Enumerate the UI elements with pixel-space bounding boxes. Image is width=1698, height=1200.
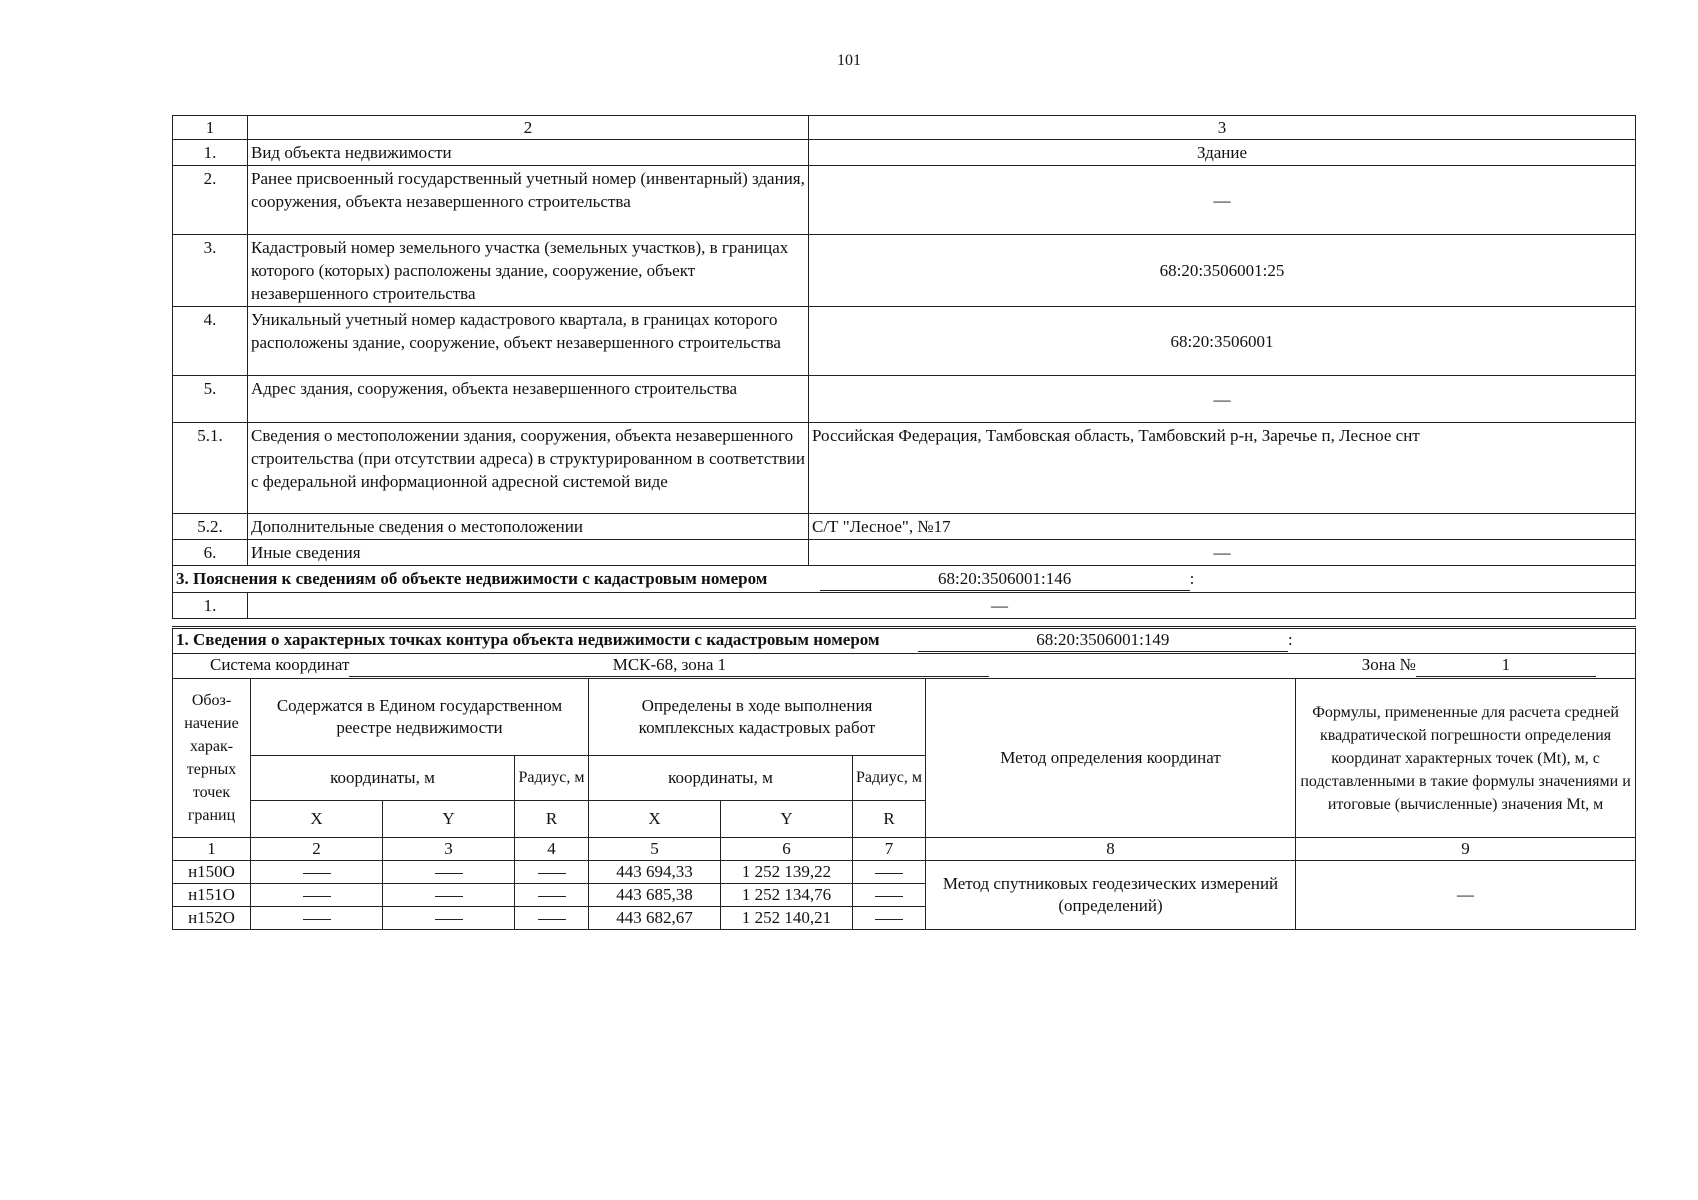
row-number: 5.2. — [173, 514, 248, 540]
col-number-6: 6 — [721, 838, 853, 861]
table-row — [173, 307, 1636, 376]
col-num-2: 2 — [248, 116, 809, 140]
egrn-radius-header: Радиус, м — [515, 756, 589, 801]
section3-title: 3. Пояснения к сведениям об объекте недвижимости с кадастровым номером — [176, 569, 768, 588]
row-value: — — [809, 540, 1636, 566]
row-number: 2. — [173, 166, 248, 235]
row-value: Здание — [809, 140, 1636, 166]
egrn-x-empty — [251, 907, 383, 930]
dash-mark — [435, 896, 463, 897]
point-y: 1 252 139,22 — [721, 861, 853, 884]
method-header: Метод определения координат — [926, 679, 1296, 838]
dash-mark — [538, 919, 566, 920]
egrn-r-empty — [515, 861, 589, 884]
egrn-x-empty — [251, 861, 383, 884]
table-row — [173, 166, 1636, 235]
col-number-5: 5 — [589, 838, 721, 861]
row-value: Российская Федерация, Тамбовская область, Тамбовский р-н, Заречье п, Лесное снт — [809, 423, 1636, 514]
dash-mark — [875, 873, 903, 874]
col-number-9: 9 — [1296, 838, 1636, 861]
row-value: С/Т "Лесное", №17 — [809, 514, 1636, 540]
egrn-x-header: X — [251, 801, 383, 838]
section3-row-num: 1. — [173, 593, 248, 619]
row-number: 4. — [173, 307, 248, 376]
complex-x-header: X — [589, 801, 721, 838]
point-name: н151О — [173, 884, 251, 907]
row-number: 3. — [173, 235, 248, 307]
column-numbers-row — [173, 838, 1636, 861]
zone-value: 1 — [1416, 654, 1596, 677]
section3-title-row — [173, 566, 1636, 593]
table-row — [173, 540, 1636, 566]
row-value: 68:20:3506001 — [809, 307, 1636, 376]
egrn-header: Содержатся в Едином государственном реестре недвижимости — [251, 679, 589, 756]
designation-header: Обоз-начение харак-терных точек границ — [173, 679, 251, 838]
complex-r-empty — [853, 861, 926, 884]
points-cadnum: 68:20:3506001:149 — [918, 629, 1288, 652]
coord-system-label: Система координат — [210, 655, 350, 674]
col-number-2: 2 — [251, 838, 383, 861]
egrn-r-empty — [515, 907, 589, 930]
page-number: 101 — [837, 52, 861, 69]
point-y: 1 252 134,76 — [721, 884, 853, 907]
col-num-3: 3 — [809, 116, 1636, 140]
egrn-r-header: R — [515, 801, 589, 838]
section3-colon: : — [1189, 569, 1195, 588]
row-label: Иные сведения — [248, 540, 809, 566]
point-x: 443 685,38 — [589, 884, 721, 907]
zone-label: Зона № — [1361, 655, 1416, 674]
complex-radius-header: Радиус, м — [853, 756, 926, 801]
coord-system-value: МСК-68, зона 1 — [349, 654, 989, 677]
egrn-y-header: Y — [383, 801, 515, 838]
dash-mark — [303, 896, 331, 897]
point-name: н152О — [173, 907, 251, 930]
section3-row — [173, 593, 1636, 619]
section3-cadnum: 68:20:3506001:146 — [820, 567, 1190, 591]
dash-mark — [538, 873, 566, 874]
row-number: 6. — [173, 540, 248, 566]
method-value: Метод спутниковых геодезических измерений (определений) — [926, 861, 1296, 930]
row-number: 1. — [173, 140, 248, 166]
coord-system-row — [173, 654, 1636, 679]
formula-value: — — [1296, 861, 1636, 930]
row-value: — — [809, 376, 1636, 423]
section3-row-value: — — [991, 596, 1008, 615]
point-x: 443 682,67 — [589, 907, 721, 930]
dash-mark — [435, 919, 463, 920]
row-number: 5. — [173, 376, 248, 423]
row-label: Адрес здания, сооружения, объекта незавершенного строительства — [248, 376, 809, 423]
col-number-3: 3 — [383, 838, 515, 861]
egrn-r-empty — [515, 884, 589, 907]
row-label: Кадастровый номер земельного участка (земельных участков), в границах которого (которых) расположены здание, сооружение, объект незавершенного строительства — [248, 235, 809, 307]
row-number: 5.1. — [173, 423, 248, 514]
col-number-8: 8 — [926, 838, 1296, 861]
row-value: 68:20:3506001:25 — [809, 235, 1636, 307]
row-label: Дополнительные сведения о местоположении — [248, 514, 809, 540]
egrn-y-empty — [383, 861, 515, 884]
table-row — [173, 514, 1636, 540]
table-row — [173, 235, 1636, 307]
col-number-7: 7 — [853, 838, 926, 861]
dash-mark — [303, 873, 331, 874]
row-label: Ранее присвоенный государственный учетный номер (инвентарный) здания, сооружения, объекта незавершенного строительства — [248, 166, 809, 235]
complex-r-empty — [853, 884, 926, 907]
col-number-4: 4 — [515, 838, 589, 861]
point-name: н150О — [173, 861, 251, 884]
col-number-1: 1 — [173, 838, 251, 861]
row-label: Вид объекта недвижимости — [248, 140, 809, 166]
complex-coords-header: координаты, м — [589, 756, 853, 801]
row-label: Уникальный учетный номер кадастрового квартала, в границах которого расположены здание, сооружение, объект незавершенного строительства — [248, 307, 809, 376]
point-x: 443 694,33 — [589, 861, 721, 884]
dash-mark — [875, 896, 903, 897]
row-label: Сведения о местоположении здания, сооружения, объекта незавершенного строительства (при отсутствии адреса) в структурированном в соответствии с федеральной информационной адресной системой виде — [248, 423, 809, 514]
complex-header: Определены в ходе выполнения комплексных кадастровых работ — [589, 679, 926, 756]
complex-r-empty — [853, 907, 926, 930]
table-row — [173, 423, 1636, 514]
table-row — [173, 140, 1636, 166]
characteristic-points-table — [172, 626, 1636, 930]
egrn-y-empty — [383, 884, 515, 907]
egrn-y-empty — [383, 907, 515, 930]
complex-r-header: R — [853, 801, 926, 838]
col-num-1: 1 — [173, 116, 248, 140]
points-title: 1. Сведения о характерных точках контура объекта недвижимости с кадастровым номером — [176, 630, 880, 649]
dash-mark — [875, 919, 903, 920]
egrn-coords-header: координаты, м — [251, 756, 515, 801]
object-info-table — [172, 115, 1636, 619]
dash-mark — [538, 896, 566, 897]
point-y: 1 252 140,21 — [721, 907, 853, 930]
table-row — [173, 376, 1636, 423]
egrn-x-empty — [251, 884, 383, 907]
header-row-1 — [173, 679, 1636, 756]
point-row — [173, 861, 1636, 884]
dash-mark — [435, 873, 463, 874]
dash-mark — [303, 919, 331, 920]
row-value: — — [809, 166, 1636, 235]
points-title-row — [173, 628, 1636, 654]
complex-y-header: Y — [721, 801, 853, 838]
points-colon: : — [1287, 630, 1293, 649]
column-number-row — [173, 116, 1636, 140]
formulas-header: Формулы, примененные для расчета средней квадратической погрешности определения координат характерных точек (Mt), м, с подставленными в такие формулы значениями и итоговые (вычисленные) значения Mt, м — [1296, 679, 1636, 838]
